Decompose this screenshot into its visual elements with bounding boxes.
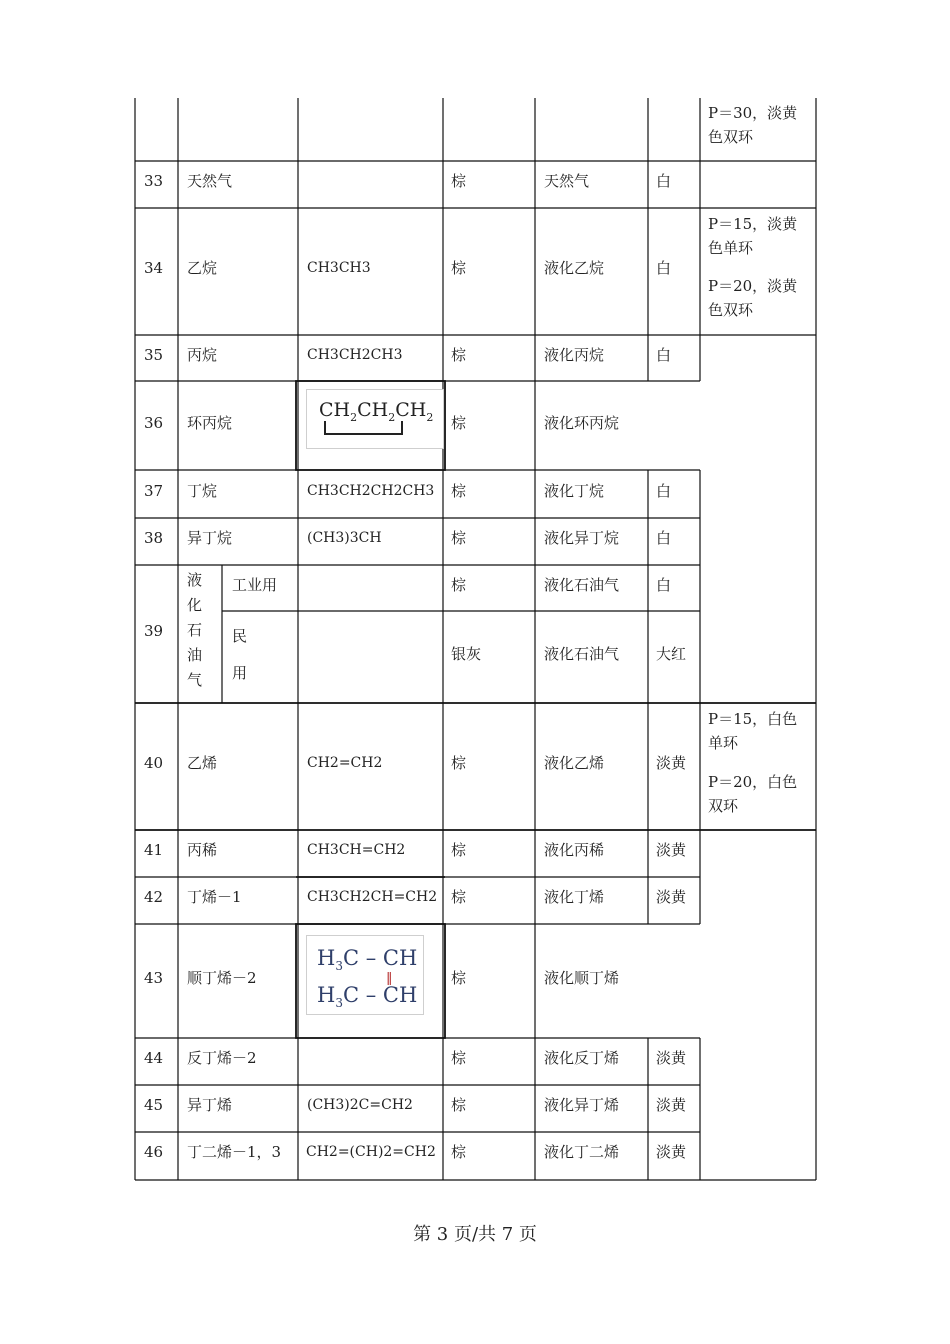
row-number: 38 bbox=[144, 529, 164, 547]
page-footer: 第 3 页/共 7 页 bbox=[413, 1224, 537, 1245]
label-text: 液化丙烷 bbox=[544, 346, 605, 364]
chemical-formula: CH3CH2CH2CH3 bbox=[307, 483, 435, 499]
row-number: 34 bbox=[144, 259, 164, 277]
label-text: 液化石油气 bbox=[544, 576, 620, 594]
row-number: 42 bbox=[144, 888, 164, 906]
svg-text:CH2CH2CH2 bbox=[319, 399, 433, 424]
note-row-32: P＝30，淡黄色双环 bbox=[708, 104, 798, 146]
label-text: 天然气 bbox=[544, 172, 590, 190]
chemical-formula: CH2=CH2 bbox=[307, 755, 383, 771]
use-civil-2: 用 bbox=[232, 664, 248, 682]
label-color: 淡黄 bbox=[656, 754, 687, 772]
label-color: 白 bbox=[656, 346, 672, 364]
body-color: 棕 bbox=[451, 414, 467, 432]
label-text: 液化反丁烯 bbox=[544, 1049, 620, 1067]
label-color: 白 bbox=[656, 259, 672, 277]
label-color: 淡黄 bbox=[656, 1143, 687, 1161]
gas-name: 异丁烷 bbox=[187, 529, 233, 547]
formula-h-1: H bbox=[317, 946, 336, 970]
chemical-formula: (CH3)2C=CH2 bbox=[307, 1097, 413, 1113]
row-number: 43 bbox=[144, 969, 164, 987]
gas-name-char: 化 bbox=[187, 596, 203, 614]
body-color: 棕 bbox=[451, 172, 467, 190]
note-ring-2: P＝20，淡黄色双环 bbox=[708, 277, 798, 319]
body-color: 棕 bbox=[451, 1096, 467, 1114]
gas-name-char: 石 bbox=[187, 621, 203, 639]
formula-ch-3: CH bbox=[395, 399, 427, 421]
row-number: 39 bbox=[144, 622, 164, 640]
label-text: 液化石油气 bbox=[544, 645, 620, 663]
body-color: 棕 bbox=[451, 529, 467, 547]
note-ring-1: P＝15，白色单环 bbox=[708, 710, 798, 752]
gas-name: 乙烯 bbox=[187, 754, 218, 772]
body-color: 银灰 bbox=[451, 645, 482, 663]
chemical-formula: CH3CH3 bbox=[307, 260, 371, 276]
gas-name: 天然气 bbox=[187, 172, 233, 190]
row-number: 37 bbox=[144, 482, 164, 500]
svg-text:H3C – CH bbox=[317, 983, 417, 1010]
chemical-formula: (CH3)3CH bbox=[307, 530, 382, 546]
label-color: 白 bbox=[656, 576, 672, 594]
body-color: 棕 bbox=[451, 969, 467, 987]
cis-butene-formula-image bbox=[306, 935, 424, 1015]
formula-ch-1: CH bbox=[319, 399, 351, 421]
row-number: 41 bbox=[144, 841, 164, 859]
formula-sub-2: 3 bbox=[335, 996, 343, 1010]
label-text: 液化异丁烷 bbox=[544, 529, 620, 547]
gas-name: 丙烷 bbox=[187, 346, 218, 364]
label-text: 液化异丁烯 bbox=[544, 1096, 620, 1114]
gas-name: 丁二烯－1，3 bbox=[187, 1143, 282, 1161]
gas-name: 异丁烯 bbox=[187, 1096, 233, 1114]
row-number: 44 bbox=[144, 1049, 164, 1067]
body-color: 棕 bbox=[451, 754, 467, 772]
label-color: 淡黄 bbox=[656, 888, 687, 906]
label-text: 液化顺丁烯 bbox=[544, 969, 620, 987]
body-color: 棕 bbox=[451, 1049, 467, 1067]
label-text: 液化乙烷 bbox=[544, 259, 605, 277]
row-number: 33 bbox=[144, 172, 164, 190]
gas-name: 丙稀 bbox=[187, 841, 218, 859]
gas-name: 环丙烷 bbox=[187, 414, 233, 432]
formula-h-2: H bbox=[317, 983, 336, 1007]
body-color: 棕 bbox=[451, 841, 467, 859]
body-color: 棕 bbox=[451, 1143, 467, 1161]
gas-name-char: 气 bbox=[187, 671, 203, 689]
row-number: 45 bbox=[144, 1096, 164, 1114]
gas-name: 反丁烯－2 bbox=[187, 1049, 257, 1067]
label-text: 液化乙烯 bbox=[544, 754, 605, 772]
chemical-formula: CH3CH2CH3 bbox=[307, 347, 403, 363]
body-color: 棕 bbox=[451, 888, 467, 906]
cyclopropane-structure bbox=[307, 390, 443, 448]
cyclopropane-formula-image bbox=[306, 389, 444, 449]
formula-c-2: C – CH bbox=[342, 983, 418, 1007]
label-color: 白 bbox=[656, 529, 672, 547]
label-color: 淡黄 bbox=[656, 841, 687, 859]
row-number: 46 bbox=[144, 1143, 164, 1161]
use-industrial: 工业用 bbox=[232, 576, 278, 594]
gas-name: 乙烷 bbox=[187, 259, 218, 277]
label-color: 淡黄 bbox=[656, 1049, 687, 1067]
note-ring-2: P＝20，白色双环 bbox=[708, 773, 798, 815]
row-number: 35 bbox=[144, 346, 164, 364]
formula-sub-1: 2 bbox=[350, 411, 358, 424]
label-text: 液化丁烷 bbox=[544, 482, 605, 500]
svg-text:H3C – CH bbox=[317, 946, 417, 973]
formula-sub-3: 2 bbox=[426, 411, 434, 424]
label-text: 液化丁二烯 bbox=[544, 1143, 620, 1161]
gas-name: 丁烷 bbox=[187, 482, 218, 500]
cis-butene-structure bbox=[307, 936, 423, 1014]
formula-sub-2: 2 bbox=[388, 411, 396, 424]
body-color: 棕 bbox=[451, 259, 467, 277]
formula-sub-1: 3 bbox=[335, 959, 343, 973]
chemical-formula: CH3CH2CH=CH2 bbox=[307, 889, 438, 905]
chemical-formula: CH2=(CH)2=CH2 bbox=[306, 1144, 436, 1160]
gas-name-char: 油 bbox=[187, 646, 203, 664]
label-text: 液化丙稀 bbox=[544, 841, 605, 859]
gas-name: 顺丁烯－2 bbox=[187, 969, 257, 987]
label-color: 淡黄 bbox=[656, 1096, 687, 1114]
body-color: 棕 bbox=[451, 576, 467, 594]
note-ring-1: P＝15，淡黄色单环 bbox=[708, 215, 798, 257]
gas-name-char: 液 bbox=[187, 571, 203, 589]
formula-c-1: C – CH bbox=[342, 946, 418, 970]
label-color: 白 bbox=[656, 172, 672, 190]
use-civil-1: 民 bbox=[232, 627, 248, 645]
label-color: 大红 bbox=[656, 645, 687, 663]
row-number: 40 bbox=[144, 754, 164, 772]
double-bond-mark: ‖ bbox=[386, 971, 393, 986]
label-text: 液化环丙烷 bbox=[544, 414, 620, 432]
formula-ch-2: CH bbox=[357, 399, 389, 421]
row-number: 36 bbox=[144, 414, 164, 432]
gas-name: 丁烯－1 bbox=[187, 888, 242, 906]
body-color: 棕 bbox=[451, 346, 467, 364]
chemical-formula: CH3CH=CH2 bbox=[307, 842, 406, 858]
body-color: 棕 bbox=[451, 482, 467, 500]
label-text: 液化丁烯 bbox=[544, 888, 605, 906]
label-color: 白 bbox=[656, 482, 672, 500]
